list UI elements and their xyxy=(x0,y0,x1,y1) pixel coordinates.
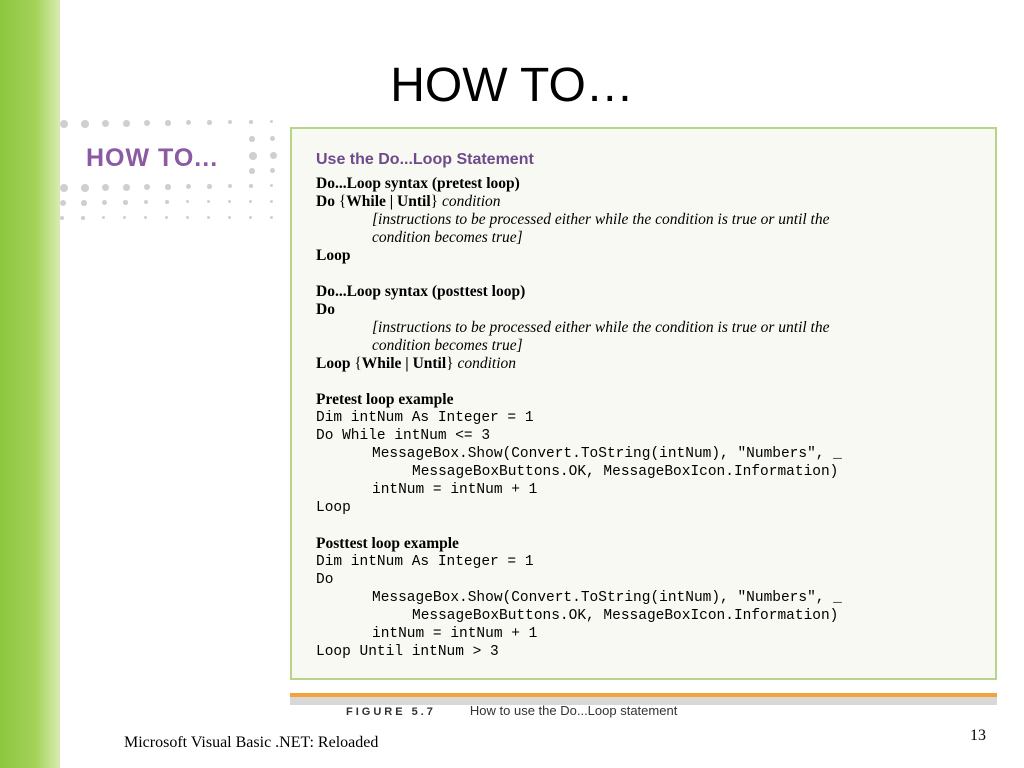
decorative-dot xyxy=(144,200,148,204)
decorative-dot xyxy=(270,184,273,187)
left-accent-bar xyxy=(0,0,60,768)
decorative-dot xyxy=(249,200,252,203)
decorative-dot xyxy=(165,184,171,190)
decorative-dot xyxy=(249,216,252,219)
page-number: 13 xyxy=(970,727,986,744)
slide-title: HOW TO… xyxy=(390,59,634,112)
decorative-dot xyxy=(144,216,147,219)
code-line: intNum = intNum + 1 xyxy=(372,482,538,498)
decorative-dot xyxy=(249,168,255,174)
pretest-instructions-line1: [instructions to be processed either while the condition is true or until the xyxy=(372,211,830,228)
decorative-dot xyxy=(270,216,273,219)
decorative-dot xyxy=(123,184,130,191)
code-line: MessageBox.Show(Convert.ToString(intNum), "Numbers", _ xyxy=(372,590,842,606)
decorative-dot xyxy=(60,200,66,206)
posttest-syntax-label: Do...Loop syntax (posttest loop) xyxy=(316,283,526,300)
condition-text: condition xyxy=(457,355,517,372)
decorative-dot xyxy=(81,200,87,206)
decorative-dot xyxy=(81,216,85,220)
decorative-dot xyxy=(186,200,189,203)
code-line: MessageBoxButtons.OK, MessageBoxIcon.Information) xyxy=(412,608,839,624)
code-line: MessageBox.Show(Convert.ToString(intNum), "Numbers", _ xyxy=(372,446,842,462)
decorative-dot xyxy=(186,184,191,189)
decorative-dot xyxy=(186,216,189,219)
pretest-example-label: Pretest loop example xyxy=(316,391,454,408)
code-line: Do xyxy=(316,572,334,588)
decorative-dot xyxy=(165,120,171,126)
how-to-logo: HOW TO... xyxy=(86,144,219,172)
decorative-dot xyxy=(102,120,109,127)
code-line: Loop Until intNum > 3 xyxy=(316,644,499,660)
decorative-dot xyxy=(270,200,273,203)
decorative-dot xyxy=(81,120,89,128)
figure-content xyxy=(316,151,986,661)
decorative-dot xyxy=(228,200,231,203)
decorative-dot xyxy=(270,152,277,159)
pretest-syntax-do-line xyxy=(316,193,986,211)
decorative-dot xyxy=(165,200,169,204)
decorative-dot xyxy=(207,216,210,219)
close-brace: } xyxy=(430,193,439,210)
decorative-dots xyxy=(60,120,300,250)
decorative-dot xyxy=(228,120,232,124)
posttest-instructions-line2: condition becomes true] xyxy=(372,337,523,354)
figure-label: FIGURE 5.7 xyxy=(346,706,436,718)
decorative-dot xyxy=(270,136,275,141)
decorative-dot xyxy=(123,200,128,205)
decorative-dot xyxy=(123,120,130,127)
decorative-dot xyxy=(144,120,150,126)
open-brace: { xyxy=(354,355,362,372)
figure-caption xyxy=(346,703,677,718)
decorative-dot xyxy=(270,120,273,123)
decorative-dot xyxy=(249,184,253,188)
posttest-example-label: Posttest loop example xyxy=(316,535,459,552)
decorative-dot xyxy=(228,216,231,219)
posttest-loop-line xyxy=(316,355,986,373)
code-line: intNum = intNum + 1 xyxy=(372,626,538,642)
loop-keyword: Loop xyxy=(316,355,351,372)
decorative-dot xyxy=(60,120,68,128)
figure-caption-text: How to use the Do...Loop statement xyxy=(469,703,678,718)
close-brace: } xyxy=(446,355,454,372)
while-until-keyword: While | Until xyxy=(361,355,447,372)
figure-box xyxy=(290,127,997,680)
code-line: Dim intNum As Integer = 1 xyxy=(316,410,534,426)
decorative-dot xyxy=(207,184,212,189)
do-keyword: Do xyxy=(316,193,335,210)
code-line: Dim intNum As Integer = 1 xyxy=(316,554,534,570)
pretest-loop-keyword: Loop xyxy=(316,247,351,264)
decorative-dot xyxy=(102,200,107,205)
decorative-dot xyxy=(249,152,257,160)
open-brace: { xyxy=(338,193,347,210)
decorative-dot xyxy=(186,120,191,125)
decorative-dot xyxy=(207,200,210,203)
decorative-dot xyxy=(207,120,212,125)
pretest-syntax-label: Do...Loop syntax (pretest loop) xyxy=(316,175,520,192)
condition-text: condition xyxy=(441,193,501,210)
decorative-dot xyxy=(102,216,105,219)
footer-text: Microsoft Visual Basic .NET: Reloaded xyxy=(124,734,379,751)
while-until-keyword: While | Until xyxy=(346,193,431,210)
code-line: MessageBoxButtons.OK, MessageBoxIcon.Information) xyxy=(412,464,839,480)
decorative-dot xyxy=(144,184,150,190)
decorative-dot xyxy=(270,168,275,173)
decorative-dot xyxy=(102,184,109,191)
decorative-dot xyxy=(123,216,126,219)
code-line: Do While intNum <= 3 xyxy=(316,428,491,444)
decorative-dot xyxy=(60,216,64,220)
decorative-dot xyxy=(249,120,253,124)
pretest-instructions-line2: condition becomes true] xyxy=(372,229,523,246)
posttest-instructions-line1: [instructions to be processed either while the condition is true or until the xyxy=(372,319,830,336)
code-line: Loop xyxy=(316,500,351,516)
posttest-do-keyword: Do xyxy=(316,301,335,318)
figure-heading: Use the Do...Loop Statement xyxy=(316,151,534,168)
decorative-dot xyxy=(228,184,232,188)
decorative-dot xyxy=(165,216,168,219)
decorative-dot xyxy=(249,136,255,142)
decorative-dot xyxy=(60,184,68,192)
decorative-dot xyxy=(81,184,89,192)
